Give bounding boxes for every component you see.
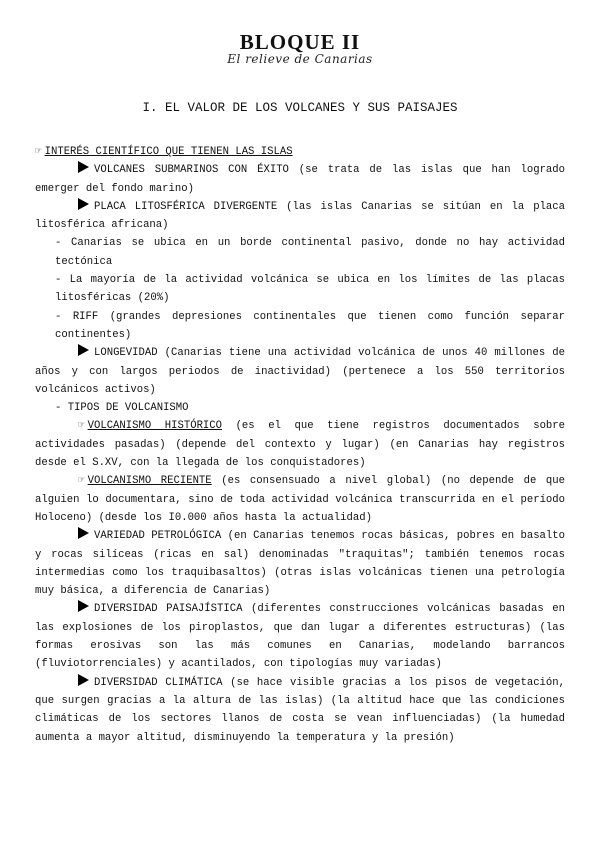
triangle-bullet-icon [78, 674, 89, 686]
placa-item [35, 198, 565, 235]
page-subtitle: El relieve de Canarias [227, 52, 373, 66]
petrologica-text: VARIEDAD PETROLÓGICA (en Canarias tenemos rocas básicas, pobres en basalto y rocas silíceas (ricas en sal) denominadas "traquitas"; también tenemos rocas intermedias como los traquibasaltos) (otras islas volcánicas tienen una petrología muy básica, a diferencia de Canarias) [35, 530, 565, 598]
reciente-label: VOLCANISMO RECIENTE [87, 475, 212, 488]
triangle-bullet-icon [78, 344, 89, 356]
reciente-item [35, 472, 565, 527]
dash-item-2: - La mayoría de la actividad volcánica se ubica en los límites de las placas litosféricas (20%) [55, 274, 565, 305]
dash-item-1: - Canarias se ubica en un borde continental pasivo, donde no hay actividad tectónica [55, 237, 565, 268]
tipos-item: - TIPOS DE VOLCANISMO [55, 402, 189, 415]
triangle-bullet-icon [78, 600, 89, 612]
page-title: BLOQUE II [239, 30, 361, 54]
paisajistica-item [35, 600, 565, 673]
interes-line [35, 143, 565, 161]
volcanes-text: VOLCANES SUBMARINOS CON ÉXITO (se trata de las islas que han logrado emerger del fondo marino) [35, 164, 565, 195]
reciente-text: (es consensuado a nivel global) (no depende de que alguien lo documentara, sino de toda actividad volcánica transcurrida en el período Holoceno) (desde los I0.000 años hasta la actualidad) [35, 475, 565, 524]
longevidad-item [35, 344, 565, 399]
interes-label: INTERÉS CIENTÍFICO QUE TIENEN LAS ISLAS [44, 146, 293, 158]
document-body [35, 143, 565, 747]
historico-item [35, 417, 565, 472]
triangle-bullet-icon [78, 527, 89, 539]
pointing-hand-icon: ☞ [35, 146, 42, 158]
historico-text: (es el que tiene registros documentados sobre actividades pasadas) (depende del contexto y lugar) (en Canarias hay registros desde el S.XV, con la llegada de los conquistadores) [35, 420, 565, 470]
petrologica-item [35, 527, 565, 600]
climatica-text: DIVERSIDAD CLIMÁTICA (se hace visible gracias a los pisos de vegetación, que surgen gracias a la altura de las islas) (la altitud hace que las condiciones climáticas de los sectores llanos de costa se vean influenciadas) (la humedad aumenta a mayor altitud, disminuyendo la temperatura y la presión) [35, 676, 565, 744]
volcanes-item [35, 161, 565, 198]
triangle-bullet-icon [78, 198, 89, 210]
historico-label: VOLCANISMO HISTÓRICO [87, 420, 222, 433]
dash-item-3: - RIFF (grandes depresiones continentales que tienen como función separar continentes) [55, 310, 565, 341]
longevidad-text: LONGEVIDAD (Canarias tiene una actividad volcánica de unos 40 millones de años y con largos periodos de inactividad) (pertenece a los 550 territorios volcánicos activos) [35, 347, 565, 396]
pointing-hand-icon: ☞ [78, 475, 85, 488]
climatica-item [35, 674, 565, 747]
placa-text: PLACA LITOSFÉRICA DIVERGENTE (las islas Canarias se sitúan en la placa litosférica africana) [35, 200, 565, 232]
paisajistica-text: DIVERSIDAD PAISAJÍSTICA (diferentes construcciones volcánicas basadas en las explosiones de los piroplastos, que dan lugar a diferentes estructuras) (las formas erosivas son las más comunes en Canarias, modelando barrancos (fluviotorrenciales) y acantilados, con tipologías muy variadas) [35, 603, 565, 671]
section-heading: I. EL VALOR DE LOS VOLCANES Y SUS PAISAJES [142, 101, 458, 115]
triangle-bullet-icon [78, 161, 89, 173]
pointing-hand-icon: ☞ [78, 420, 85, 433]
